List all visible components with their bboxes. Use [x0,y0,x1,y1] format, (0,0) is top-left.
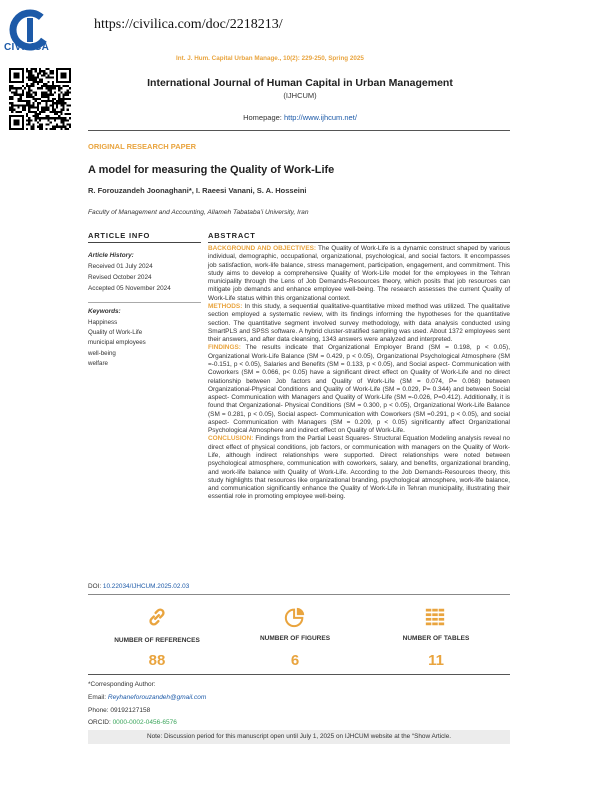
stat-value-references: 88 [148,652,166,669]
divider [88,674,510,675]
history-revised: Revised October 2024 [88,274,152,281]
doi-label: DOI: [88,583,103,590]
homepage-link[interactable]: http://www.ijhcum.net/ [283,113,357,122]
paper-type: ORIGINAL RESEARCH PAPER [88,142,197,151]
abstract-heading: ABSTRACT [208,231,256,240]
history-accepted: Accepted 05 November 2024 [88,285,171,292]
orcid-link[interactable]: 0000-0002-0456-6576 [112,719,177,726]
section-text: In this study, a sequential qualitative-quantitative mixed method was utilized. The qualitative section employed a systematic review, with its findings informing the hypotheses for the quantitative section. The quantitative segment involved survey methodology, with data analysis conducted using SmartPLS and SPSS software. A hybrid cluster-stratified sampling was used. About 1372 employees sent their answers, and after data cleansing, 1343 answers were analyzed and interpreted. [208,302,510,344]
corresponding-orcid [88,719,177,726]
email-link[interactable]: Reyhaneforouzandeh@gmail.com [107,694,207,701]
paper-authors: R. Forouzandeh Joonaghani*, I. Raeesi Vanani, S. A. Hosseini [88,186,307,195]
history-received: Received 01 July 2024 [88,263,153,270]
abstract-background [208,245,510,303]
section-label: METHODS: [208,302,243,310]
qr-code-icon [9,68,71,130]
section-label: FINDINGS: [208,344,241,352]
section-label: BACKGROUND AND OBJECTIVES: [208,245,317,252]
corresponding-phone [88,707,150,714]
abstract-methods [208,303,510,344]
document-url[interactable]: https://civilica.com/doc/2218213/ [94,17,283,32]
divider [208,242,510,243]
paper-title: A model for measuring the Quality of Work-Life [88,164,335,176]
stat-value-tables: 11 [428,652,444,669]
doi-link[interactable]: 10.22034/IJHCUM.2025.02.03 [102,583,190,590]
keyword-item: municipal employees [88,339,146,346]
journal-reference: Int. J. Hum. Capital Urban Manage., 10(2): 229-250, Spring 2025 [176,55,364,62]
stat-value-figures: 6 [290,652,300,669]
stat-label-tables: NUMBER OF TABLES [402,635,470,642]
discussion-note: Note: Discussion period for this manuscript open until July 1, 2025 on IJHCUM website at the “Show Article. [88,730,510,744]
pie-chart-icon [284,606,306,628]
phone-value: 09192127158 [110,707,151,714]
abstract-conclusion [208,435,510,501]
journal-homepage [100,113,500,122]
homepage-label: Homepage: [243,113,284,122]
doi [88,583,189,590]
corresponding-author-heading: *Corresponding Author: [88,681,156,688]
section-label: CONCLUSION: [208,435,254,443]
keyword-item: Quality of Work-Life [88,329,143,336]
abstract-findings [208,344,510,435]
keyword-item: well-being [88,350,116,357]
email-label: Email: [88,694,108,701]
article-info-heading: ARTICLE INFO [88,231,151,240]
keyword-item: Happiness [88,319,118,326]
journal-title: International Journal of Human Capital in Urban Management [147,77,453,89]
section-text: The Quality of Work-Life is a dynamic construct shaped by various individual, demographic, occupational, organizational, psychological, and social factors. It encompasses job satisfaction, work-life balance, stress management, participation, engagement, and commitment. This study aims to develop a comprehensive Quality of Work-Life model for the employees in the Tehran municipality through the Lens of Job Demands-Resources theory, which posits that job resources can mitigate job demands and enhance employee well-being. The research assesses the current Quality of Work-Life status within this organizational context. [208,245,511,302]
keyword-item: welfare [88,360,108,367]
phone-label: Phone: [88,707,111,714]
corresponding-email [88,694,206,701]
logo-text: CIVILICA [4,42,50,53]
link-icon [146,606,168,628]
divider [88,242,201,243]
journal-abbreviation: (IJHCUM) [283,91,317,100]
section-text: The results indicate that Organizational Employer Brand (SM = 0.198, p < 0.05), Organizational Work-Life Balance (SM = 0.429, p < 0.05), Organizational Psychological Atmosphere (SM =-0.151, p < 0.05), Salaries and Benefits (SM = 0.133, p < 0.05), and Social aspect- Communication with Coworkers (SM = 0.066, p< 0.05) have a significant direct effect on Quality of Work-Life and no direct relationship between Job factors and Quality of Work-Life (SM = 0.074, P= 0.068) between Organizational-Physical Conditions and Quality of Work-Life (SM = 0.029, P= 0.344) and between Social aspect- Communication with Managers and Quality of Work-Life (SM =-0.026, P=0.412). Additionally, it is found that Organizational- Physical Conditions (SM = 0.300, p < 0.05), Organizational Work-Life Balance (SM = 0.281, p < 0.05), Social aspect- Communication with Coworkers (SM =0.291, p < 0.05), and social aspect- Communication with Managers (SM = 0.209, p < 0.05) significantly affect Organizational Psychological Atmosphere and indirect effect on Quality of Work-Life. [208,344,510,435]
table-icon [424,606,446,628]
stat-label-figures: NUMBER OF FIGURES [259,635,331,642]
abstract-body [208,245,510,502]
divider [88,130,510,131]
keywords-label: Keywords: [88,308,121,315]
paper-affiliation: Faculty of Management and Accounting, Allameh Tabataba’i University, Iran [88,209,309,216]
stat-label-references: NUMBER OF REFERENCES [114,637,200,644]
history-label: Article History: [88,252,134,259]
section-text: Findings from the Partial Least Squares- Structural Equation Modeling analysis reveal no direct effect of physical conditions, job factors, or communication with managers on the Quality of Work-Life, although indirect relationships were supported. Direct relationships were noted between psychological atmosphere, communication with coworkers, salary, and benefits, organizational branding, and work-life balance with Quality of Work-Life. According to the Job Demands-Resources theory, this study highlights that resources like organizational branding, psychological atmosphere, work-life balance, and communication significantly enhance the Quality of Work-Life in Tehran municipality, illustrating their essential role in promoting employee well-being. [208,435,510,501]
divider [88,594,510,595]
divider [88,302,201,303]
orcid-label: ORCID: [88,719,113,726]
